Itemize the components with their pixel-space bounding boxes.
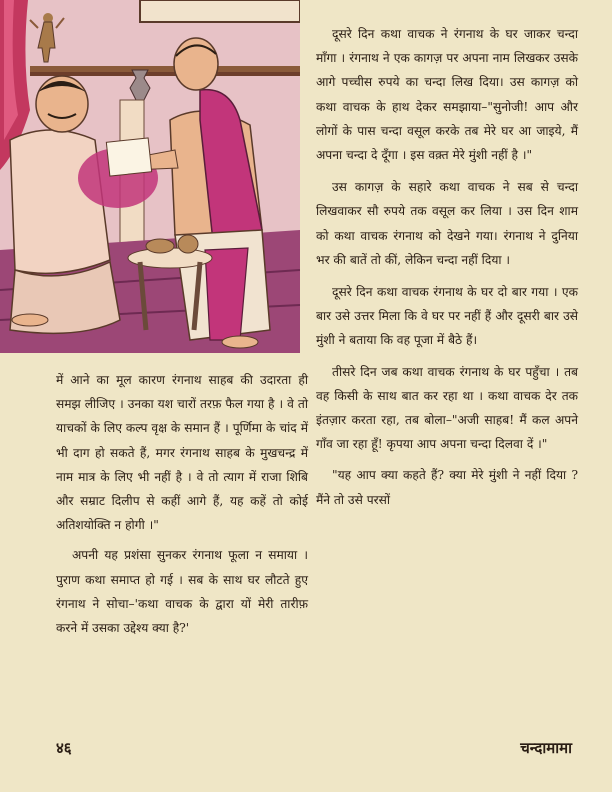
paragraph: तीसरे दिन जब कथा वाचक रंगनाथ के घर पहुँचा । तब वह किसी के साथ बात कर रहा था । कथा वाचक देर तक इंतज़ार करता रहा, तब बोला–"अजी साहब! मैं कल अपने गाँव जा रहा हूँ! कृपया आप अपना चन्दा दिलवा दें ।" xyxy=(316,364,578,452)
paragraph: दूसरे दिन कथा वाचक ने रंगनाथ के घर जाकर चन्दा माँगा । रंगनाथ ने एक कागज़ पर अपना नाम लिखकर उसके आगे पच्चीस रुपये का चन्दा लिख दिया। उस कागज़ को कथा वाचक के हाथ देकर समझाया–"सुनोजी! आप और लोगों के पास चन्दा वसूल करके तब मेरे घर आ जाइये, मैं अपना चन्दा दे दूँगा । इस वक़्त मेरे मुंशी नहीं है ।" xyxy=(316,27,578,163)
paragraph: उस कागज़ के सहारे कथा वाचक ने सब से चन्दा लिखवाकर सौ रुपये तक वसूल कर लिया । उस दिन शाम को कथा वाचक रंगनाथ को देखने गया। रंगनाथ ने दुनिया भर की बातें तो कीं, लेकिन चन्दा नहीं दिया । xyxy=(316,180,578,267)
magazine-name: चन्दामामा xyxy=(520,739,572,757)
paragraph: "यह आप क्या कहते हैं? क्या मेरे मुंशी ने नहीं दिया ? मैंने तो उसे परसों xyxy=(316,468,578,507)
left-text-column xyxy=(56,368,308,640)
page-number: ४६ xyxy=(56,739,72,757)
story-illustration xyxy=(0,0,300,353)
scene-illustration-icon xyxy=(0,0,300,353)
paragraph: अपनी यह प्रशंसा सुनकर रंगनाथ फूला न समाया । पुराण कथा समाप्त हो गई । सब के साथ घर लौटते हुए रंगनाथ ने सोचा–'कथा वाचक के द्वारा यों मेरी तारीफ़ करने में उसका उद्देश्य क्या है?' xyxy=(56,548,308,636)
right-text-column xyxy=(316,22,578,512)
paragraph: दूसरे दिन कथा वाचक रंगनाथ के घर दो बार गया । एक बार उसे उत्तर मिला कि वे घर पर नहीं हैं और दूसरी बार उसे मुंशी ने बताया कि वह पूजा में बैठे हैं। xyxy=(316,285,578,348)
paragraph: में आने का मूल कारण रंगनाथ साहब की उदारता ही समझ लीजिए । उनका यश चारों तरफ़ फैल गया है । वे तो याचकों के लिए कल्प वृक्ष के समान हैं । पूर्णिमा के चांद में भी दाग हो सकते हैं, मगर रंगनाथ साहब के मुखचन्द्र में नाम मात्र के लिए भी नहीं है । वे तो त्याग में राजा शिबि और सम्राट दिलीप से कहीं आगे हैं, यह कहें तो कोई अतिशयोक्ति न होगी ।" xyxy=(56,373,308,533)
